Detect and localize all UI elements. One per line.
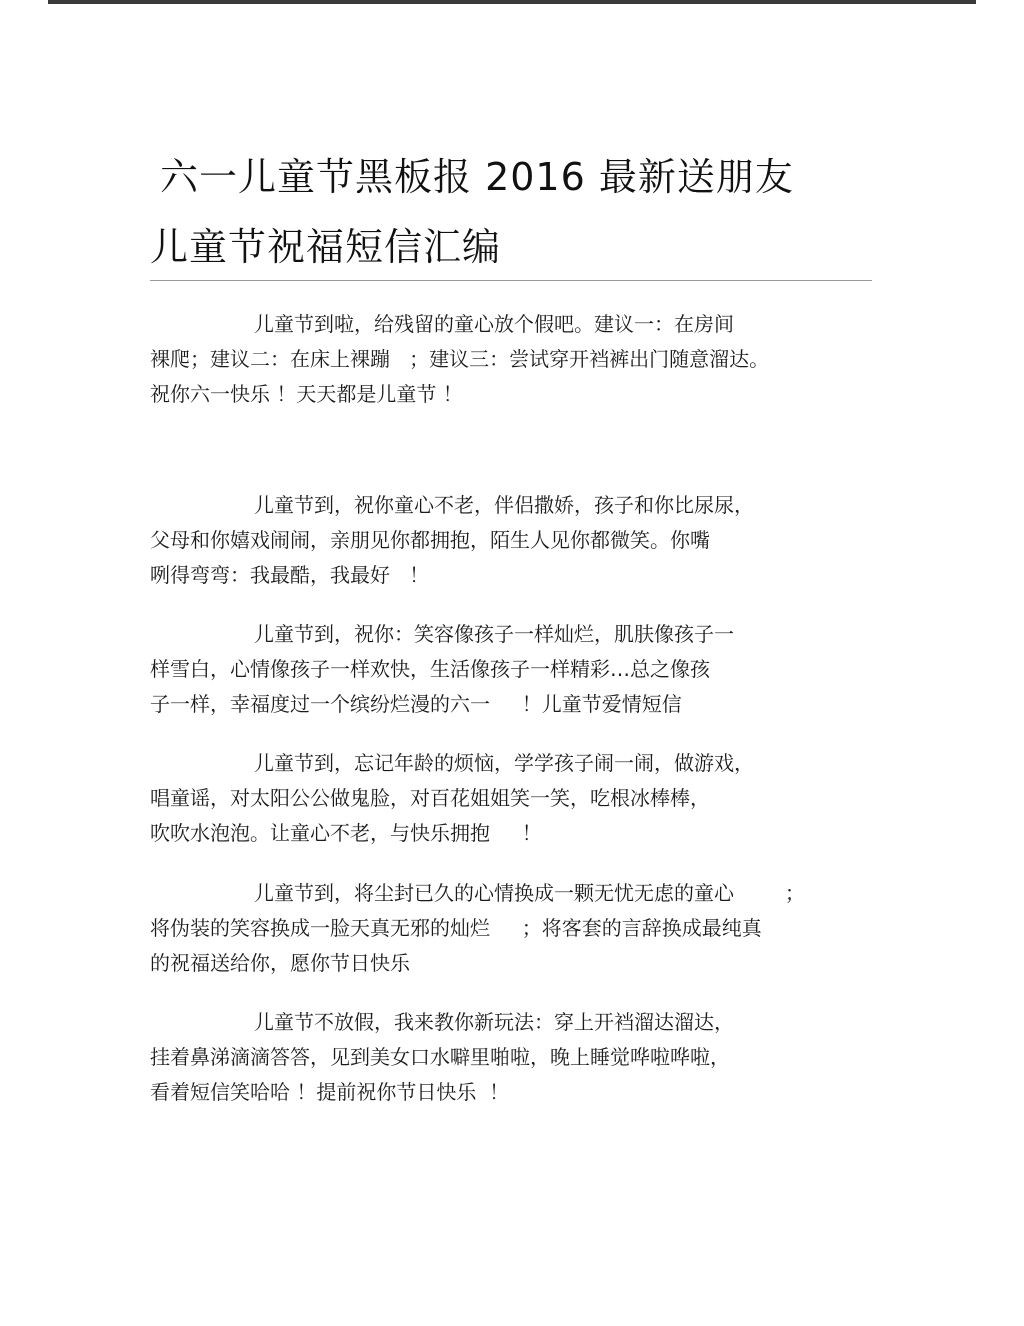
paragraph-line: 咧得弯弯：我最酷，我最好 ！ — [150, 563, 430, 587]
paragraph-4 — [150, 746, 870, 851]
paragraph-line: 将伪装的笑容换成一脸天真无邪的灿烂 ；将客套的言辞换成最纯真 — [150, 916, 762, 940]
paragraph-line: 的祝福送给你，愿你节日快乐 — [150, 951, 410, 975]
document-title — [150, 142, 880, 282]
paragraph-6 — [150, 1005, 870, 1110]
paragraph-3 — [150, 617, 870, 722]
paragraph-line: 儿童节到，祝你：笑容像孩子一样灿烂，肌肤像孩子一 — [254, 622, 734, 646]
paragraph-line: 裸爬；建议二：在床上裸蹦 ；建议三：尝试穿开裆裤出门随意溜达。 — [150, 347, 770, 371]
paragraph-2 — [150, 488, 870, 593]
paragraph-line: 挂着鼻涕滴滴答答，见到美女口水噼里啪啦，晚上睡觉哗啦哗啦， — [150, 1045, 730, 1069]
paragraph-line: 子一样，幸福度过一个缤纷烂漫的六一 ！儿童节爱情短信 — [150, 692, 682, 716]
paragraph-1 — [150, 307, 870, 412]
paragraph-line: 儿童节不放假，我来教你新玩法：穿上开裆溜达溜达， — [254, 1010, 734, 1034]
paragraph-line: 唱童谣，对太阳公公做鬼脸，对百花姐姐笑一笑，吃根冰棒棒， — [150, 786, 710, 810]
paragraph-line: 看着短信笑哈哈 ！提前祝你节日快乐 ！ — [150, 1080, 510, 1104]
paragraph-line: 样雪白，心情像孩子一样欢快，生活像孩子一样精彩…总之像孩 — [150, 657, 710, 681]
paragraph-line: 父母和你嬉戏闹闹，亲朋见你都拥抱，陌生人见你都微笑。你嘴 — [150, 528, 710, 552]
title-line-2: 儿童节祝福短信汇编 — [150, 225, 502, 269]
paragraph-line: 儿童节到，祝你童心不老，伴侣撒娇，孩子和你比尿尿， — [254, 493, 754, 517]
paragraph-line: 祝你六一快乐 ！天天都是儿童节 ！ — [150, 382, 463, 406]
title-underline — [150, 280, 872, 281]
title-line-1: 六一儿童节黑板报 2016 最新送朋友 — [160, 155, 794, 199]
paragraph-line: 儿童节到，将尘封已久的心情换成一颗无忧无虑的童心 ； — [254, 881, 805, 905]
paragraph-line: 儿童节到啦，给残留的童心放个假吧。建议一：在房间 — [254, 312, 734, 336]
paragraph-line: 儿童节到，忘记年龄的烦恼，学学孩子闹一闹，做游戏， — [254, 751, 754, 775]
paragraph-line: 吹吹水泡泡。让童心不老，与快乐拥抱 ！ — [150, 821, 542, 845]
top-border-rule — [48, 0, 976, 4]
paragraph-5 — [150, 876, 870, 981]
